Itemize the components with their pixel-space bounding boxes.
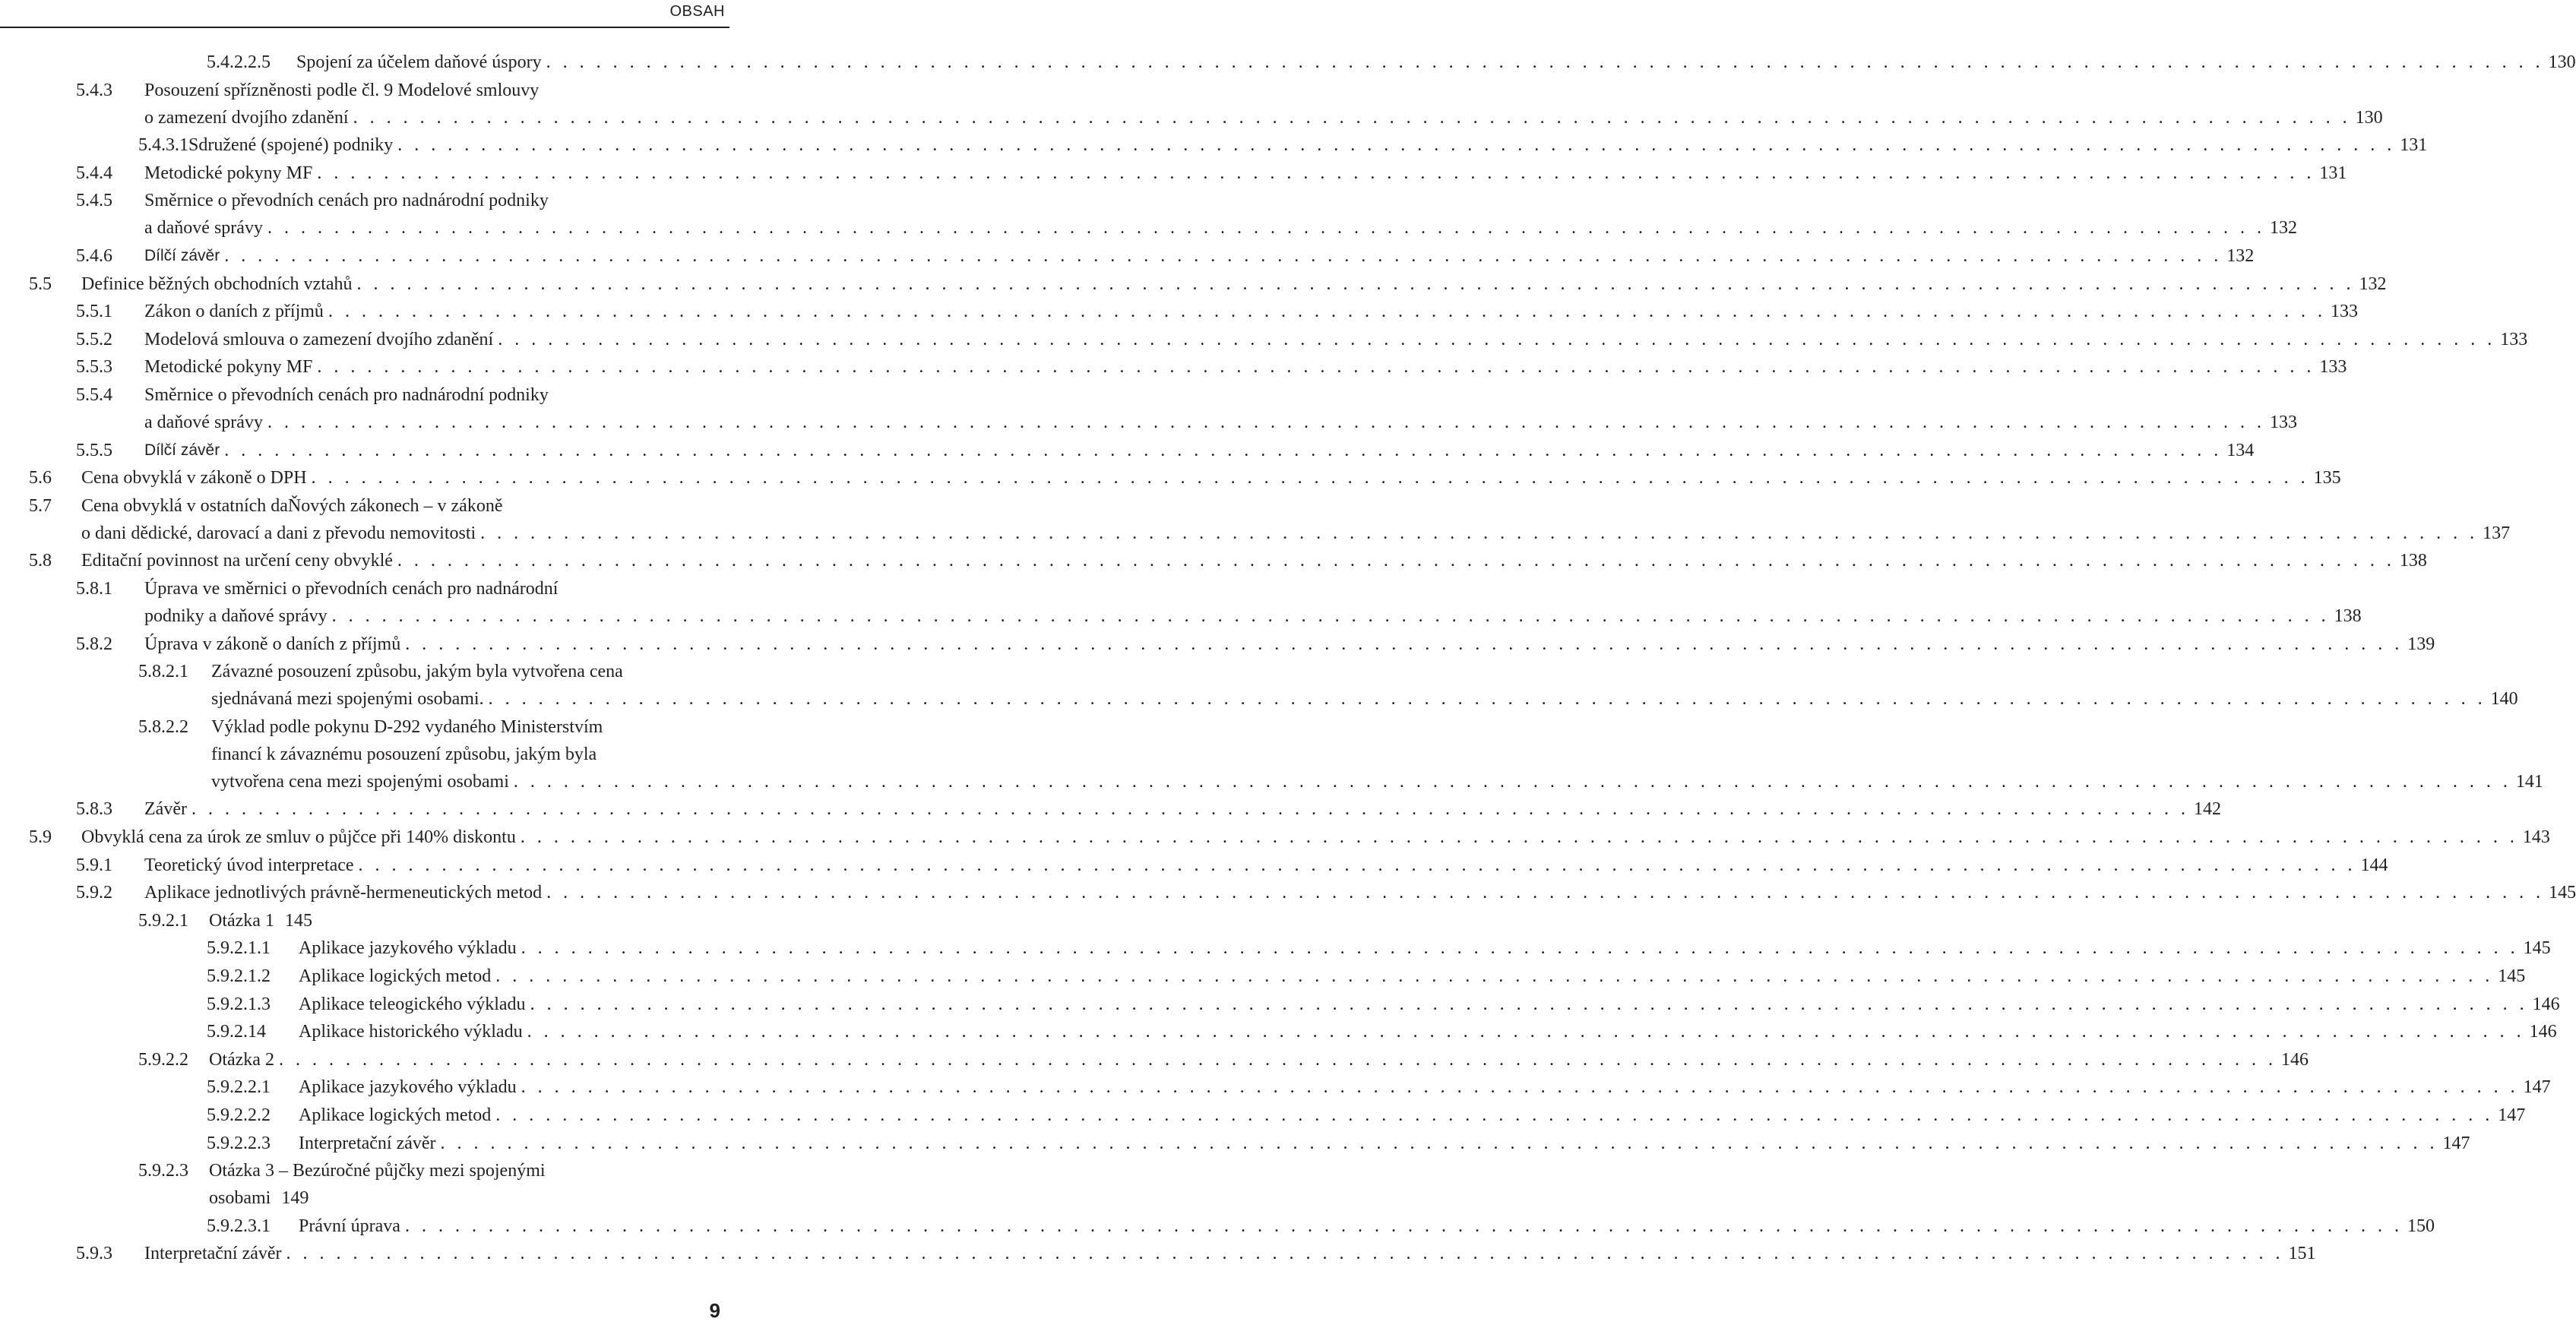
dot-leader: . . . . . . . . . . . . . . . . . . . . . . . . . . . . . . . . . . . . . . . . . . . . . . . . . . . . . . . . . . . . . . . . . . . . . . . . . . . . . . . . . . . . . . . . . . . . . . . . . . . . . . . . . . . . . . . . . . . . . . . .	[286, 1244, 2284, 1264]
toc-entry-number: 5.9.3	[76, 1244, 112, 1264]
dot-leader: . . . . . . . . . . . . . . . . . . . . . . . . . . . . . . . . . . . . . . . . . . . . . . . . . . . . . . . . . . . . . . . . . . . . . . . . . . . . . . . . . . . . . . . . . . . . . . . . . . . . . . . . . . . . . . . . . . . . . . . .	[356, 274, 2355, 294]
toc-entry-page: 150	[2407, 1216, 2435, 1236]
toc-entry-page: 147	[2442, 1133, 2470, 1153]
toc-entry[interactable]	[76, 298, 2358, 325]
toc-entry-number: 5.9.2	[76, 883, 112, 903]
dot-leader: . . . . . . . . . . . . . . . . . . . . . . . . . . . . . . . . . . . . . . . . . . . . . . . . . . . . . . . . . . . . . . . . . . . . . . . . . . . . . . . . . . . . . . . . . . . . . . . . . . . . . . . . . . . . . . . . . . . . . . . .	[521, 1077, 2519, 1098]
dot-leader: . . . . . . . . . . . . . . . . . . . . . . . . . . . . . . . . . . . . . . . . . . . . . . . . . . . . . . . . . . . . . . . . . . . . . . . . . . . . . . . . . . . . . . . . . . . . . . . . . . . . . . . . . . . . . . . . . . . . . . . .	[328, 302, 2326, 322]
toc-entry-title: Editační povinnost na určení ceny obvyklé	[81, 551, 393, 571]
toc-entry[interactable]	[29, 824, 2550, 851]
toc-entry-number: 5.9.2.1.1	[207, 938, 271, 959]
toc-entry-page: 145	[2498, 966, 2526, 986]
toc-entry[interactable]	[76, 187, 2297, 242]
toc-entry-number: 5.4.4	[76, 163, 112, 183]
toc-entry-number: 5.4.6	[76, 246, 112, 266]
dot-leader: . . . . . . . . . . . . . . . . . . . . . . . . . . . . . . . . . . . . . . . . . . . . . . . . . . . . . . . . . . . . . . . . . . . . . . . . . . . . . . . . . . . . . . . . . . . . . . . . . . . . . . . . . . . . . . . . . . . . . . . .	[224, 246, 2223, 266]
toc-entry-number: 5.5.4	[76, 385, 112, 405]
toc-entry[interactable]	[138, 131, 2428, 159]
toc-entry-title: Interpretační závěr	[144, 1244, 282, 1264]
dot-leader: . . . . . . . . . . . . . . . . . . . . . . . . . . . . . . . . . . . . . . . . . . . . . . . . . . . . . . . . . . . . . . . . . . . . . . . . . . . . . . . . . . . . . . . . . . . . . . . . . . . . . . . . . . . . . . . . . . . . . . . .	[358, 855, 2356, 875]
toc-entry-title: Cena obvyklá v zákoně o DPH	[81, 468, 307, 489]
toc-entry-title: a daňové správy	[144, 413, 263, 432]
toc-entry-number: 5.9.2.1.3	[207, 994, 271, 1014]
toc-entry-title: Spojení za účelem daňové úspory	[296, 52, 542, 72]
toc-entry-number: 5.9.2.1.2	[207, 966, 271, 986]
toc-entry[interactable]	[76, 381, 2297, 436]
dot-leader: . . . . . . . . . . . . . . . . . . . . . . . . . . . . . . . . . . . . . . . . . . . . . . . . . . . . . . . . . . . . . . . . . . . . . . . . . . . . . . . . . . . . . . . . . . . . . . . . . . . . . . . . . . . . . . . . . . . . . . . .	[224, 440, 2223, 460]
toc-entry-number: 5.5.5	[76, 440, 112, 460]
toc-entry-title: financí k závaznému posouzení způsobu, jakým byla	[211, 744, 597, 764]
toc-entry[interactable]	[76, 77, 2383, 131]
toc-entry-page: 137	[2483, 523, 2511, 543]
toc-entry-title: a daňové správy	[144, 218, 263, 239]
toc-entry-page: 133	[2269, 413, 2297, 432]
toc-entry-title: Aplikace jednotlivých právně-hermeneutických metod	[144, 883, 543, 903]
toc-entry-page: 146	[2529, 1022, 2557, 1042]
toc-entry-page: 147	[2523, 1077, 2551, 1098]
toc-entry-title: Dílčí závěr	[144, 441, 220, 459]
dot-leader: . . . . . . . . . . . . . . . . . . . . . . . . . . . . . . . . . . . . . . . . . . . . . . . . . . . . . . . . . . . . . . . . . . . . . . . . . . . . . . . . . . . . . . . . . . . . . . . . . . . . . . . . . . . . . . . . . . . . . . . .	[546, 883, 2545, 903]
toc-entry-number: 5.5.3	[76, 357, 112, 378]
toc-entry-title: Aplikace logických metod	[299, 1105, 492, 1125]
toc-entry-page: 130	[2355, 107, 2383, 128]
toc-entry[interactable]	[76, 160, 2347, 187]
toc-entry-number: 5.9.1	[76, 855, 112, 875]
toc-entry-number: 5.5	[29, 274, 52, 294]
toc-entry-title: osobami	[209, 1188, 271, 1209]
toc-entry-page: 132	[2269, 218, 2297, 239]
toc-entry-title: Cena obvyklá v ostatních daŇových zákonech – v zákoně	[81, 495, 503, 516]
toc-entry-number: 5.9.2.3	[138, 1161, 188, 1181]
toc-entry[interactable]	[207, 1102, 2526, 1129]
toc-entry[interactable]	[138, 713, 2543, 795]
toc-entry[interactable]	[138, 1157, 720, 1212]
toc-entry-number: 5.8.2.1	[138, 662, 188, 682]
toc-entry[interactable]	[207, 49, 2576, 76]
toc-entry[interactable]	[207, 991, 2560, 1018]
toc-entry-page: 139	[2407, 634, 2435, 654]
toc-entry[interactable]	[76, 1240, 2316, 1267]
dot-leader: . . . . . . . . . . . . . . . . . . . . . . . . . . . . . . . . . . . . . . . . . . . . . . . . . . . . . . . . . . . . . . . . . . . . . . . . . . . . . . . . . . . . . . . . . . . . . . . . . . . . . . . . . . . . . . . . . . . . . . . .	[278, 1049, 2277, 1070]
page-number: 9	[709, 1299, 720, 1322]
dot-leader: . . . . . . . . . . . . . . . . . . . . . . . . . . . . . . . . . . . . . . . . . . . . . . . . . . . . . . . . . . . . . . . . . . . . . . . . . . . . . . . . . . . . . . . . . . . . . . . . . . . . . . . . . . . . . . . . . . . . . . . .	[267, 413, 2265, 432]
toc-entry[interactable]	[29, 492, 2511, 547]
toc-entry-page: 146	[2532, 994, 2560, 1014]
toc-entry-page: 133	[2330, 302, 2358, 322]
toc-entry-number: 5.9.2.2.3	[207, 1133, 271, 1153]
toc-entry-number: 5.8.1	[76, 579, 112, 599]
dot-leader: . . . . . . . . . . . . . . . . . . . . . . . . . . . . . . . . . . . . . . . . . . . . . . . . . . . . . . . . . . . . . . . . . . . . . . . . . . . . . . . . . . . . . . . . . . . . . . . . . . . . . . . . . . . . . . . . . . . . . . . .	[513, 771, 2511, 792]
toc-entry-title: Otázka 1	[209, 910, 274, 931]
dot-leader: . . . . . . . . . . . . . . . . . . . . . . . . . . . . . . . . . . . . . . . . . . . . . . . . . . . . . . . . . . . . . . . . . . . . . . . . . . . . . . . . . . . . . . . . . . . . . . . . . . . . . . . . . . . . . . . . . . . . . . . .	[331, 606, 2330, 626]
dot-leader: . . . . . . . . . . . . . . . . . . . . . . . . . . . . . . . . . . . . . . . . . . . . . . . . . . . . . . . . . . . . . . . . . . . . . . . . . . . . . . . . . . . . . . . . . . . . . . . . . . . . . . . . . . . . . . . . . . . . . . . .	[480, 523, 2479, 543]
toc-entry-page: 145	[284, 910, 312, 931]
toc-entry-number: 5.9	[29, 827, 52, 847]
toc-entry-page: 145	[2523, 938, 2551, 959]
toc-entry-title: Závazné posouzení způsobu, jakým byla vytvořena cena	[211, 662, 623, 682]
dot-leader: . . . . . . . . . . . . . . . . . . . . . . . . . . . . . . . . . . . . . . . . . . . . . . . . . . . . . . . . . . . . . . . . . . . . . . . . . . . . . . . . . . . . . . . . . . . . . . . . . . . . . . . . . . . . . . . . . . . . . . . .	[520, 827, 2518, 847]
toc-entry-page: 145	[2549, 883, 2576, 903]
dot-leader: . . . . . . . . . . . . . . . . . . . . . . . . . . . . . . . . . . . . . . . . . . . . . . . . . . . . . . . . . . . . . . . . . . . . . . . . . . . . . . . . . . . . . . . . . . . . . . . . . . . . . . . . . . . . . . . . . . . . . . . .	[495, 966, 2494, 986]
toc-entry-number: 5.4.2.2.5	[207, 52, 271, 72]
dot-leader: . . . . . . . . . . . . . . . . . . . . . . . . . . . . . . . . . . . . . . . . . . . . . . . . . . . . . . . . . . . . . . . . . . . . . . . . . . . . . . . . . . . . . . . . . . . . . . . . . . . . . . . . . . . . . . . . . . . . . . . .	[405, 634, 2404, 654]
toc-entry-title: Aplikace jazykového výkladu	[299, 938, 517, 959]
toc-entry[interactable]	[29, 547, 2427, 574]
toc-entry[interactable]	[76, 326, 2528, 353]
toc-entry[interactable]	[207, 963, 2526, 990]
toc-entry-number: 5.7	[29, 495, 52, 516]
toc-entry[interactable]	[207, 1073, 2551, 1101]
toc-entry-number: 5.4.3	[76, 80, 112, 100]
toc-entry-title: Teoretický úvod interpretace	[144, 855, 354, 875]
toc-entry-title: Sdružené (spojené) podniky	[188, 135, 394, 156]
toc-entry-number: 5.9.2.2.1	[207, 1077, 271, 1098]
toc-entry-page: 138	[2334, 606, 2362, 626]
toc-entry[interactable]	[76, 437, 2255, 464]
dot-leader: . . . . . . . . . . . . . . . . . . . . . . . . . . . . . . . . . . . . . . . . . . . . . . . . . . . . . . . . . . . . . . . . . . . . . . . . . . . . . . . . . . . . . . . . . . . . . . . . . . . . . . . . . . . . . . . . . . . . . . . .	[317, 163, 2315, 183]
dot-leader: . . . . . . . . . . . . . . . . . . . . . . . . . . . . . . . . . . . . . . . . . . . . . . . . . . . . . . . . . . . . . . . . . . . . . . . . . . . . . . . . . . . . . . . . . . . . . . . . . . . . . . . . . . . . . . . . . . . . . . . .	[440, 1133, 2438, 1153]
toc-entry[interactable]	[29, 270, 2387, 298]
toc-entry-number: 5.4.3.1	[138, 135, 188, 156]
toc-entry[interactable]	[76, 795, 2221, 823]
toc-entry-number: 5.6	[29, 468, 52, 489]
toc-entry-number: 5.8	[29, 551, 52, 571]
toc-entry-title: Otázka 3 – Bezúročné půjčky mezi spojenými	[209, 1161, 546, 1181]
dot-leader: . . . . . . . . . . . . . . . . . . . . . . . . . . . . . . . . . . . . . . . . . . . . . . . . . . . . . . . . . . . . . . . . . . . . . . . . . . . . . . . . . . . . . . . . . . . . . . . . . . . . . . . . . . . . . . . . . . . . . . . .	[404, 1216, 2403, 1236]
toc-entry-number: 5.9.2.2	[138, 1049, 188, 1070]
toc-entry-title: Právní úprava	[299, 1216, 400, 1236]
toc-entry-page: 133	[2500, 329, 2528, 349]
dot-leader: . . . . . . . . . . . . . . . . . . . . . . . . . . . . . . . . . . . . . . . . . . . . . . . . . . . . . . . . . . . . . . . . . . . . . . . . . . . . . . . . . . . . . . . . . . . . . . . . . . . . . . . . . . . . . . . . . . . . . . . .	[267, 218, 2265, 239]
toc-entry-number: 5.9.2.3.1	[207, 1216, 271, 1236]
dot-leader: . . . . . . . . . . . . . . . . . . . . . . . . . . . . . . . . . . . . . . . . . . . . . . . . . . . . . . . . . . . . . . . . . . . . . . . . . . . . . . . . . . . . . . . . . . . . . . . . . . . . . . . . . . . . . . . . . . . . . . . .	[397, 135, 2396, 156]
toc-entry-title: Aplikace teleogického výkladu	[299, 994, 526, 1014]
dot-leader: . . . . . . . . . . . . . . . . . . . . . . . . . . . . . . . . . . . . . . . . . . . . . . . . . . . . . . . . . . . . . . . . . . . . . . . . . . . . . . . . . . . . . . . . . . . . . . . . . . . . . . . . . . . . . . . . . . . . . . . .	[488, 689, 2486, 710]
toc-entry-page: 132	[2359, 274, 2387, 294]
toc-entry-page: 147	[2498, 1105, 2526, 1125]
toc-entry-number: 5.8.2	[76, 634, 112, 654]
dot-leader: . . . . . . . . . . . . . . . . . . . . . . . . . . . . . . . . . . . . . . . . . . . . . . . . . . . . . . . . . . . . . . . . . . . . . . . . . . . . . . . . . . . . . . . . . . . . . . . . . . . . . . . . . . . . . . . . . . . . . . . .	[311, 468, 2309, 489]
toc-entry-page: 131	[2400, 135, 2428, 156]
toc-entry-number: 5.9.2.1	[138, 910, 188, 931]
toc-entry[interactable]	[138, 907, 720, 934]
toc-entry-number: 5.5.1	[76, 302, 112, 322]
toc-entry[interactable]	[138, 1046, 2309, 1073]
toc-entry-title: Otázka 2	[209, 1049, 274, 1070]
toc-entry-title: Závěr	[144, 799, 187, 820]
toc-entry-title: Aplikace historického výkladu	[299, 1022, 523, 1042]
toc-entry-page: 143	[2522, 827, 2550, 847]
toc-entry-page: 131	[2319, 163, 2347, 183]
dot-leader: . . . . . . . . . . . . . . . . . . . . . . . . . . . . . . . . . . . . . . . . . . . . . . . . . . . . . . . . . . . . . . . . . . . . . . . . . . . . . . . . . . . . . . . . . . . . . . . . . . . . . . . . . . . . . . . . . . . . . . . .	[498, 329, 2496, 349]
toc-entry-title: sjednávaná mezi spojenými osobami.	[211, 689, 484, 710]
toc-entry-title: Úprava v zákoně o daních z příjmů	[144, 634, 401, 654]
dot-leader: . . . . . . . . . . . . . . . . . . . . . . . . . . . . . . . . . . . . . . . . . . . . . . . . . . . . . . . . . . . . . . . . . . . . . . . . . . . . . . . . . . . . . . . . . . . . . . . . . . . . . . . . . . . . . . . . . . . . . . . .	[530, 994, 2528, 1014]
toc-entry-title: Aplikace logických metod	[299, 966, 492, 986]
toc-entry-page: 134	[2226, 440, 2255, 460]
toc-entry[interactable]	[76, 242, 2255, 270]
toc-entry-title: Směrnice o převodních cenách pro nadnárodní podniky	[144, 385, 549, 405]
toc-entry-title: Modelová smlouva o zamezení dvojího zdanění	[144, 329, 494, 349]
running-header-label: OBSAH	[669, 3, 725, 20]
dot-leader: . . . . . . . . . . . . . . . . . . . . . . . . . . . . . . . . . . . . . . . . . . . . . . . . . . . . . . . . . . . . . . . . . . . . . . . . . . . . . . . . . . . . . . . . . . . . . . . . . . . . . . . . . . . . . . . . . . . . . . . .	[495, 1105, 2494, 1125]
toc-entry-page: 130	[2548, 52, 2576, 72]
toc-entry-page: 135	[2313, 468, 2341, 489]
toc-entry-title: Výklad podle pokynu D-292 vydaného Ministerstvím	[211, 716, 603, 737]
dot-leader: . . . . . . . . . . . . . . . . . . . . . . . . . . . . . . . . . . . . . . . . . . . . . . . . . . . . . . . . . . . . . . . . . . . . . . . . . . . . . . . . . . . . . . . . . . . . . . . . . . . . . . . . . . . . . . . . . . . . . . . .	[546, 52, 2544, 72]
toc-entry-title: o dani dědické, darovací a dani z převodu nemovitosti	[81, 523, 476, 543]
toc-entry-title: Směrnice o převodních cenách pro nadnárodní podniky	[144, 191, 549, 211]
toc-entry[interactable]	[76, 575, 2362, 630]
toc-entry-number: 5.9.2.14	[207, 1022, 266, 1042]
toc-entry[interactable]	[207, 1018, 2557, 1045]
toc-entry-number: 5.4.5	[76, 191, 112, 211]
toc-entry[interactable]	[76, 631, 2435, 658]
toc-entry-title: o zamezení dvojího zdanění	[144, 107, 349, 128]
toc-entry-title: Obvyklá cena za úrok ze smluv o půjčce při 140% diskontu	[81, 827, 516, 847]
toc-entry-number: 5.5.2	[76, 329, 112, 349]
toc-entry-number: 5.9.2.2.2	[207, 1105, 271, 1125]
toc-entry[interactable]	[207, 1213, 2435, 1240]
toc-entry-page: 144	[2360, 855, 2388, 875]
dot-leader: . . . . . . . . . . . . . . . . . . . . . . . . . . . . . . . . . . . . . . . . . . . . . . . . . . . . . . . . . . . . . . . . . . . . . . . . . . . . . . . . . . . . . . . . . . . . . . . . . . . . . . . . . . . . . . . . . . . . . . . .	[521, 938, 2519, 959]
toc-entry-title: Aplikace jazykového výkladu	[299, 1077, 517, 1098]
dot-leader: . . . . . . . . . . . . . . . . . . . . . . . . . . . . . . . . . . . . . . . . . . . . . . . . . . . . . . . . . . . . . . . . . . . . . . . . . . . . . . . . . . . . . . . . . . . . . . . . . . . . . . . . . . . . . . . . . . . . . . . .	[397, 551, 2395, 571]
toc-entry[interactable]	[76, 353, 2347, 381]
toc-entry-title: vytvořena cena mezi spojenými osobami	[211, 771, 509, 792]
toc-entry-title: Zákon o daních z příjmů	[144, 302, 324, 322]
toc-entry-page: 141	[2515, 771, 2543, 792]
toc-entry-title: Dílčí závěr	[144, 247, 220, 264]
toc-entry-page: 149	[281, 1188, 309, 1209]
dot-leader: . . . . . . . . . . . . . . . . . . . . . . . . . . . . . . . . . . . . . . . . . . . . . . . . . . . . . . . . . . . . . . . . . . . . . . . . . . . . . . . . . . . . . . . . . . . . . . . . . . . . . . . . . . . . . . . . . . . . . . . .	[191, 799, 2189, 820]
toc-entry-page: 146	[2280, 1049, 2309, 1070]
toc-entry[interactable]	[207, 934, 2551, 962]
dot-leader: . . . . . . . . . . . . . . . . . . . . . . . . . . . . . . . . . . . . . . . . . . . . . . . . . . . . . . . . . . . . . . . . . . . . . . . . . . . . . . . . . . . . . . . . . . . . . . . . . . . . . . . . . . . . . . . . . . . . . . . .	[353, 107, 2351, 128]
toc-entry-page: 133	[2319, 357, 2347, 378]
toc-entry-title: podniky a daňové správy	[144, 606, 328, 626]
toc-entry-page: 138	[2399, 551, 2427, 571]
toc-entry-page: 132	[2226, 246, 2255, 266]
toc-entry[interactable]	[29, 464, 2341, 492]
toc-entry[interactable]	[207, 1130, 2470, 1157]
toc-entry-page: 151	[2288, 1244, 2316, 1264]
dot-leader: . . . . . . . . . . . . . . . . . . . . . . . . . . . . . . . . . . . . . . . . . . . . . . . . . . . . . . . . . . . . . . . . . . . . . . . . . . . . . . . . . . . . . . . . . . . . . . . . . . . . . . . . . . . . . . . . . . . . . . . .	[527, 1022, 2525, 1042]
toc-entry-title: Posouzení spřízněnosti podle čl. 9 Modelové smlouvy	[144, 80, 540, 100]
toc-entry-title: Úprava ve směrnici o převodních cenách pro nadnárodní	[144, 579, 559, 599]
toc-entry-title: Metodické pokyny MF	[144, 163, 313, 183]
toc-entry-title: Definice běžných obchodních vztahů	[81, 274, 353, 294]
toc-entry-page: 140	[2490, 689, 2518, 710]
dot-leader: . . . . . . . . . . . . . . . . . . . . . . . . . . . . . . . . . . . . . . . . . . . . . . . . . . . . . . . . . . . . . . . . . . . . . . . . . . . . . . . . . . . . . . . . . . . . . . . . . . . . . . . . . . . . . . . . . . . . . . . .	[317, 357, 2315, 378]
toc-entry-number: 5.8.3	[76, 799, 112, 820]
toc-entry-title: Metodické pokyny MF	[144, 357, 313, 378]
toc-entry-page: 142	[2193, 799, 2221, 820]
toc-entry-title: Interpretační závěr	[299, 1133, 436, 1153]
toc-entry[interactable]	[76, 879, 2576, 906]
toc-entry[interactable]	[76, 852, 2388, 879]
toc-entry[interactable]	[138, 658, 2518, 713]
toc-entry-number: 5.8.2.2	[138, 716, 188, 737]
